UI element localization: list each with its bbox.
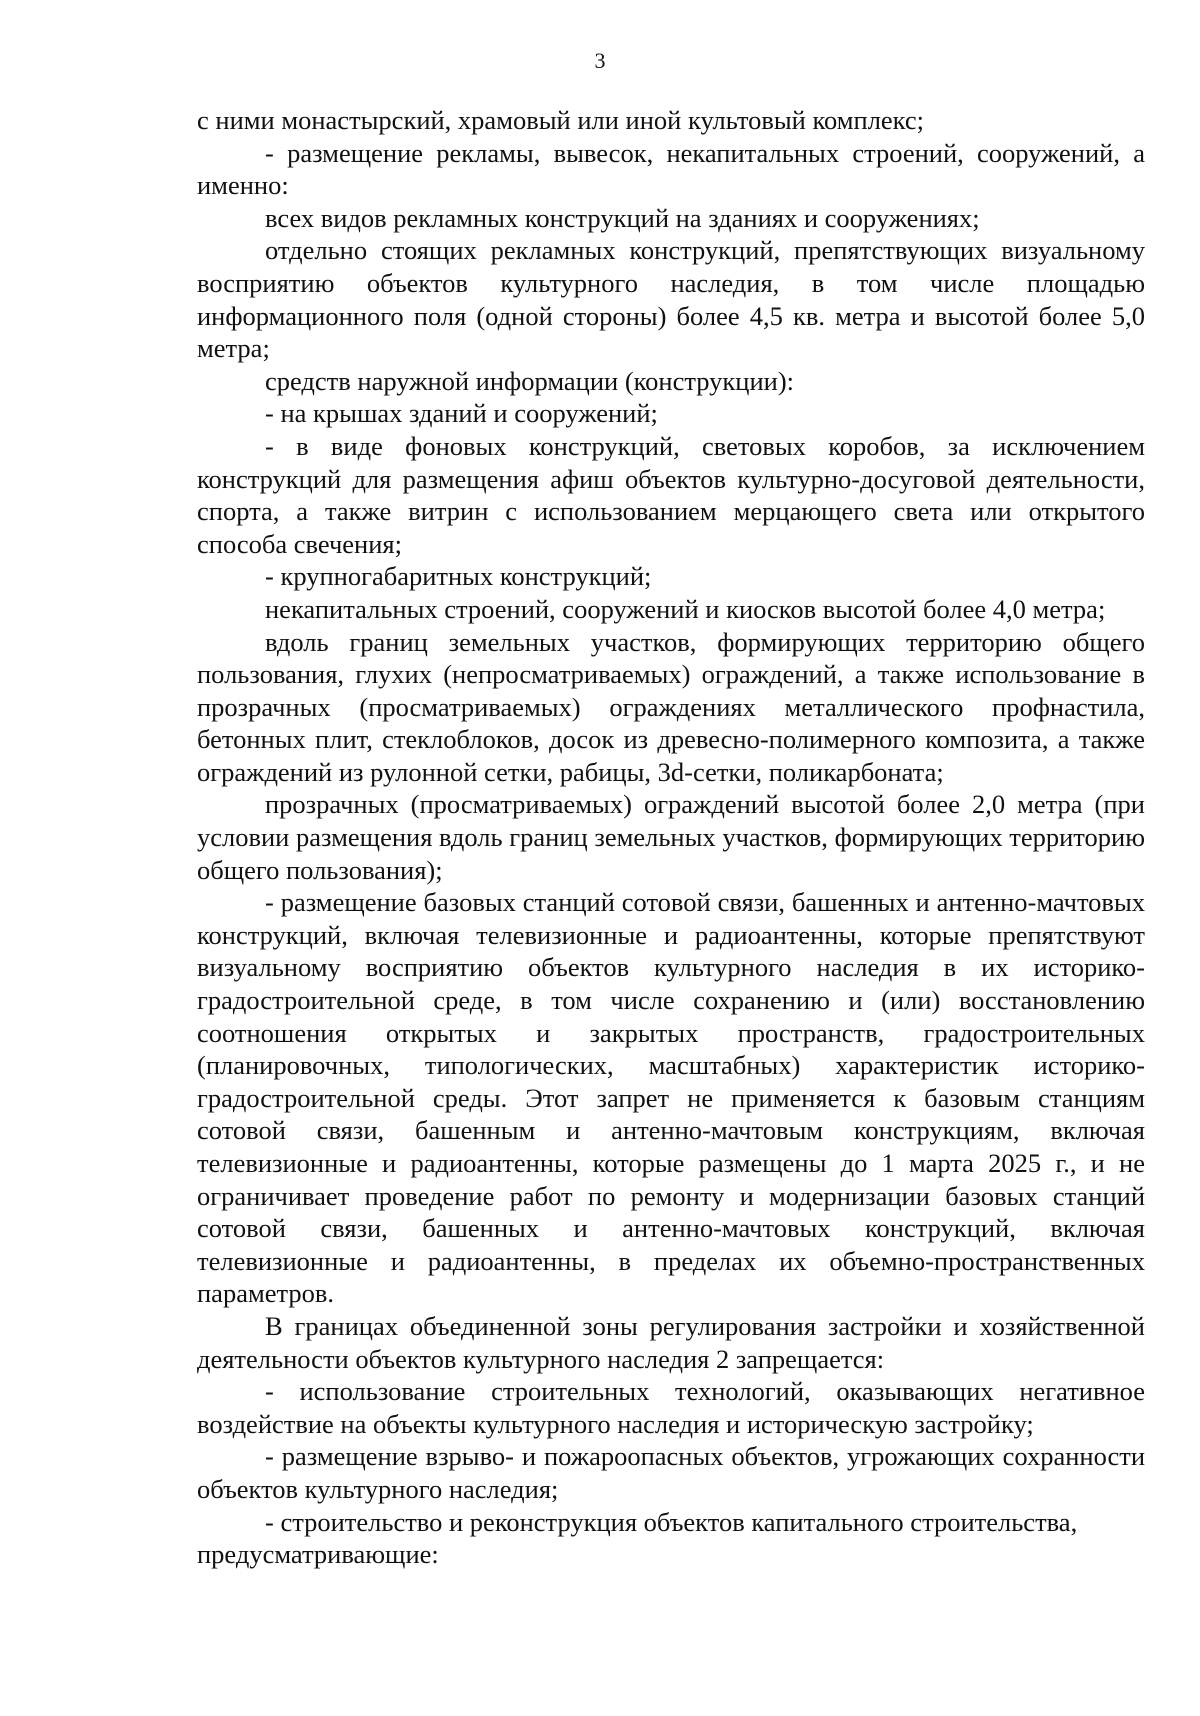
document-body <box>197 104 1145 1571</box>
paragraph-continuation: с ними монастырский, храмовый или иной культовый комплекс; <box>197 105 925 135</box>
paragraph-capital-construction: - строительство и реконструкция объектов капитального строительства, предусматривающие: <box>197 1506 1078 1570</box>
paragraph-standalone-ads: отдельно стоящих рекламных конструкций, препятствующих визуальному восприятию объектов культурного наследия, в том числе площадью информационного поля (одной стороны) более 4,5 кв. метра и высотой более 5,0 метра; <box>197 235 1145 364</box>
paragraph-zone-2-heading: В границах объединенной зоны регулирования застройки и хозяйственной деятельности объектов культурного наследия 2 запрещается: <box>197 1310 1145 1374</box>
page-number: 3 <box>594 48 606 73</box>
paragraph-outdoor-info: средств наружной информации (конструкции): <box>265 365 795 396</box>
paragraph-fences-transparent: прозрачных (просматриваемых) ограждений высотой более 2,0 метра (при условии размещения вдоль границ земельных участков, формирующих территорию общего пользования); <box>197 789 1145 885</box>
paragraph-cell-towers: - размещение базовых станций сотовой связи, башенных и антенно-мачтовых конструкций, включая телевизионные и радиоантенны, которые препятствуют визуальному восприятию объектов культурного наследия в их историко-градостроительной среде, в том числе сохранению и (или) восстановлению соотношения открытых и закрытых пространств, градостроительных (планировочных, типологических, масштабных) характеристик историко-градостроительной среды. Этот запрет не применяется к базовым станциям сотовой связи, башенным и антенно-мачтовым конструкциям, включая телевизионные и радиоантенны, которые размещены до 1 марта 2025 г., и не ограничивает проведение работ по ремонту и модернизации базовых станций сотовой связи, башенных и антенно-мачтовых конструкций, включая телевизионные и радиоантенны, в пределах их объемно-пространственных параметров. <box>197 887 1145 1309</box>
paragraph-explosive-objects: - размещение взрыво- и пожароопасных объектов, угрожающих сохранности объектов культурного наследия; <box>197 1441 1145 1504</box>
paragraph-kiosks: некапитальных строений, сооружений и киосков высотой более 4,0 метра; <box>265 593 1106 624</box>
paragraph-building-ads: всех видов рекламных конструкций на зданиях и сооружениях; <box>265 202 980 233</box>
paragraph-roof-structures: - на крышах зданий и сооружений; <box>265 398 658 429</box>
paragraph-fences-solid: вдоль границ земельных участков, формирующих территорию общего пользования, глухих (непросматриваемых) ограждений, а также использование в прозрачных (просматриваемых) ограждениях металлического профнастила, бетонных плит, стеклоблоков, досок из древесно-полимерного композита, а также ограждений из рулонной сетки, рабицы, 3d-сетки, поликарбоната; <box>197 626 1145 787</box>
paragraph-light-boxes: - в виде фоновых конструкций, световых коробов, за исключением конструкций для размещения афиш объектов культурно-досуговой деятельности, спорта, а также витрин с использованием мерцающего света или открытого способа свечения; <box>197 430 1145 559</box>
paragraph-construction-tech: - использование строительных технологий, оказывающих негативное воздействие на объекты культурного наследия и историческую застройку; <box>197 1376 1145 1439</box>
paragraph-large-structures: - крупногабаритных конструкций; <box>265 561 652 592</box>
paragraph-advertising-ban: - размещение рекламы, вывесок, некапитальных строений, сооружений, а именно: <box>197 137 1145 201</box>
